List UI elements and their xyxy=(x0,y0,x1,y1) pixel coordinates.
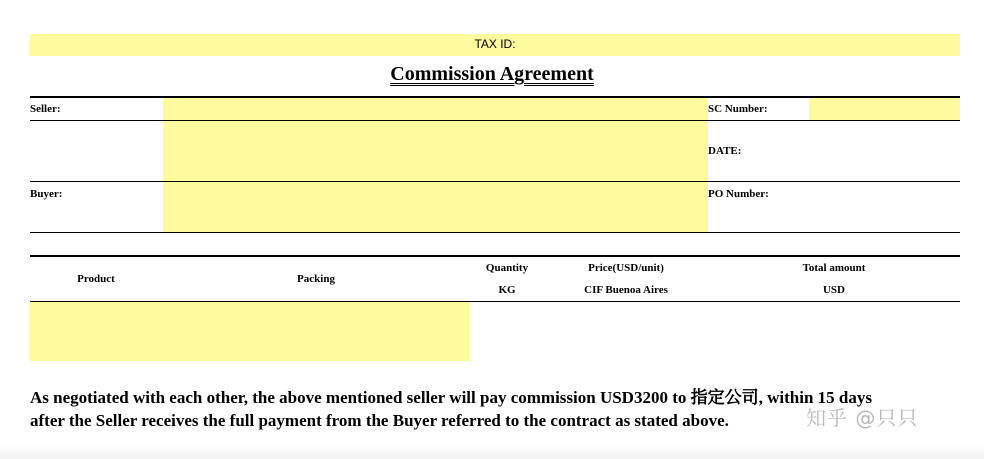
commission-clause-line-2: after the Seller receives the full payment from the Buyer referred to the contract as stated above. xyxy=(30,411,729,430)
document-title: Commission Agreement xyxy=(390,63,594,85)
rule-bottom xyxy=(30,232,960,233)
page-bottom-shade xyxy=(0,446,984,459)
header-product: Product xyxy=(77,273,115,285)
rule-table-header xyxy=(30,301,960,302)
rule-top xyxy=(30,96,960,98)
buyer-label: Buyer: xyxy=(30,188,63,200)
commission-clause-line-1: As negotiated with each other, the above mentioned seller will pay commission USD3200 to 指定公司, within 15 days xyxy=(30,388,872,407)
header-packing: Packing xyxy=(297,273,335,285)
rule-seller xyxy=(30,120,960,121)
seller-buyer-input-area[interactable] xyxy=(163,98,708,232)
date-label: DATE: xyxy=(708,145,742,157)
sc-number-label: SC Number: xyxy=(708,103,768,115)
watermark: 知乎 @只只 xyxy=(806,406,919,430)
product-packing-input-area[interactable] xyxy=(30,302,470,361)
header-price-terms: CIF Buenoa Aires xyxy=(584,284,668,296)
header-total: Total amount xyxy=(802,262,866,274)
header-quantity: Quantity xyxy=(485,262,529,274)
rule-buyer xyxy=(30,181,960,182)
rule-table-top xyxy=(30,255,960,257)
header-total-unit: USD xyxy=(822,284,845,296)
po-number-label: PO Number: xyxy=(708,188,769,200)
header-quantity-unit: KG xyxy=(498,284,516,296)
tax-id-label: TAX ID: xyxy=(474,37,516,51)
header-price: Price(USD/unit) xyxy=(588,262,664,274)
sc-number-input[interactable] xyxy=(809,98,960,120)
seller-label: Seller: xyxy=(30,103,61,115)
